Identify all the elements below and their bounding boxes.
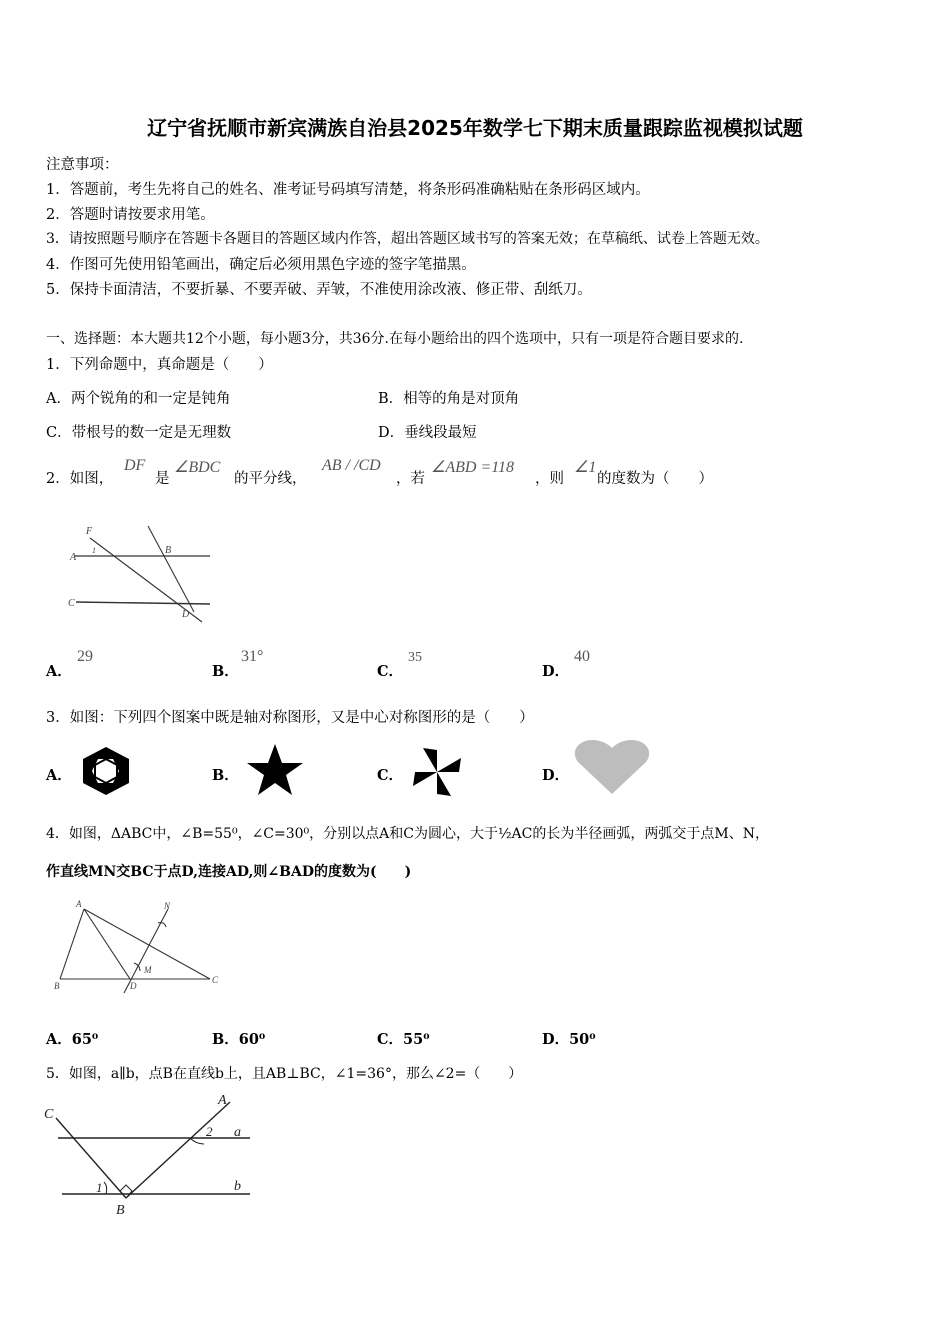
q4-stem-line2: 作直线MN交BC于点D,连接AD,则∠BAD的度数为( ) — [46, 864, 412, 880]
q3-option-a-hexagon-figure — [79, 745, 133, 797]
q3-stem: 3．如图：下列四个图案中既是轴对称图形，又是中心对称图形的是（ ） — [46, 710, 534, 726]
q2-math-angle-bdc: ∠BDC — [174, 459, 221, 476]
q2-option-d-value: 40 — [574, 648, 590, 665]
notice-item-3: 3．请按照题号顺序在答题卡各题目的答题区域内作答，超出答题区域书写的答案无效；在草稿纸、试卷上答题无效。 — [46, 231, 769, 247]
q3-option-b-label: B． — [212, 767, 239, 784]
label-a: A — [76, 899, 82, 909]
label-line-a: a — [234, 1125, 241, 1140]
label-c: C — [212, 975, 219, 985]
notice-heading: 注意事项： — [46, 157, 119, 173]
label-angle-1: 1 — [96, 1180, 103, 1195]
label-angle-1: 1 — [92, 546, 96, 555]
label-a: A — [218, 1093, 227, 1108]
q2-option-a-value: 29 — [77, 648, 93, 665]
q2-math-parallel: AB / /CD — [322, 457, 381, 474]
line-bc — [56, 1118, 126, 1198]
q2-option-d-label: D． — [542, 663, 570, 680]
q2-math-angle-abd: ∠ABD =118 — [431, 459, 515, 476]
q2-stem-part1: 2．如图， — [46, 471, 114, 487]
q2-math-angle-1: ∠1 — [574, 459, 597, 476]
label-b: B — [165, 545, 172, 556]
q5-stem: 5．如图，a∥b，点B在直线b上，且AB⊥BC，∠1=36°，那么∠2=（ ） — [46, 1066, 523, 1082]
label-line-b: b — [234, 1179, 241, 1194]
q2-option-b-value: 31° — [241, 648, 264, 665]
label-d: D — [182, 609, 190, 620]
q4-stem-line1: 4．如图，ΔABC中，∠B=55⁰，∠C=30⁰，分别以点A和C为圆心，大于½AC的长为半径画弧，两弧交于点M、N， — [46, 826, 769, 842]
label-c: C — [68, 598, 75, 609]
q4-option-b: B．60⁰ — [212, 1031, 266, 1048]
q4-option-a: A．65⁰ — [46, 1031, 99, 1048]
q2-option-c-label: C． — [377, 663, 404, 680]
label-f: F — [86, 526, 93, 537]
q1-option-d: D．垂线段最短 — [378, 425, 477, 441]
notice-item-2: 2．答题时请按要求用笔。 — [46, 207, 215, 223]
notice-item-4: 4．作图可先使用铅笔画出，确定后必须用黑色字迹的签字笔描黑。 — [46, 257, 476, 273]
label-angle-2: 2 — [206, 1124, 213, 1139]
label-m: M — [144, 965, 152, 975]
q3-option-a-label: A． — [46, 767, 72, 784]
q4-figure — [48, 895, 228, 995]
q3-option-b-star-figure — [244, 742, 306, 798]
q4-option-c: C．55⁰ — [377, 1031, 430, 1048]
q3-option-c-pinwheel-figure — [409, 746, 465, 798]
notice-item-1: 1．答题前，考生先将自己的姓名、准考证号码填写清楚，将条形码准确粘贴在条形码区域内。 — [46, 182, 650, 198]
line-ba — [126, 1102, 230, 1198]
q1-option-b: B．相等的角是对顶角 — [378, 391, 520, 407]
q2-stem-part3: 的平分线， — [234, 471, 307, 487]
page-title: 辽宁省抚顺市新宾满族自治县2025年数学七下期末质量跟踪监视模拟试题 — [147, 116, 803, 140]
section-heading: 一、选择题：本大题共12个小题，每小题3分，共36分.在每小题给出的四个选项中，只有一项是符合题目要求的. — [46, 331, 744, 347]
q1-stem: 1．下列命题中，真命题是（ ） — [46, 357, 273, 373]
q3-option-d-label: D． — [542, 767, 570, 784]
notice-item-5: 5．保持卡面清洁，不要折暴、不要弄破、弄皱，不准使用涂改液、修正带、刮纸刀。 — [46, 282, 592, 298]
q2-option-c-value: 35 — [408, 650, 422, 665]
q3-option-c-label: C． — [377, 767, 404, 784]
label-d: D — [130, 981, 137, 991]
q5-figure — [40, 1088, 260, 1220]
q2-stem-part6: 的度数为（ ） — [597, 471, 713, 487]
q2-stem-part2: 是 — [155, 471, 170, 487]
q3-option-d-heart-figure — [572, 738, 652, 796]
q2-stem-part4: ，若 — [396, 471, 425, 487]
q2-stem-part5: ，则 — [535, 471, 564, 487]
q2-figure — [62, 520, 222, 630]
label-c: C — [44, 1107, 54, 1122]
q1-option-a: A．两个锐角的和一定是钝角 — [46, 391, 231, 407]
label-b: B — [54, 981, 60, 991]
q2-option-b-label: B． — [212, 663, 239, 680]
q2-math-df: DF — [124, 457, 146, 474]
q1-option-c: C．带根号的数一定是无理数 — [46, 425, 232, 441]
label-a: A — [70, 552, 77, 563]
label-b: B — [116, 1203, 125, 1218]
label-n: N — [164, 901, 171, 911]
q4-option-d: D．50⁰ — [542, 1031, 596, 1048]
q2-option-a-label: A． — [46, 663, 72, 680]
